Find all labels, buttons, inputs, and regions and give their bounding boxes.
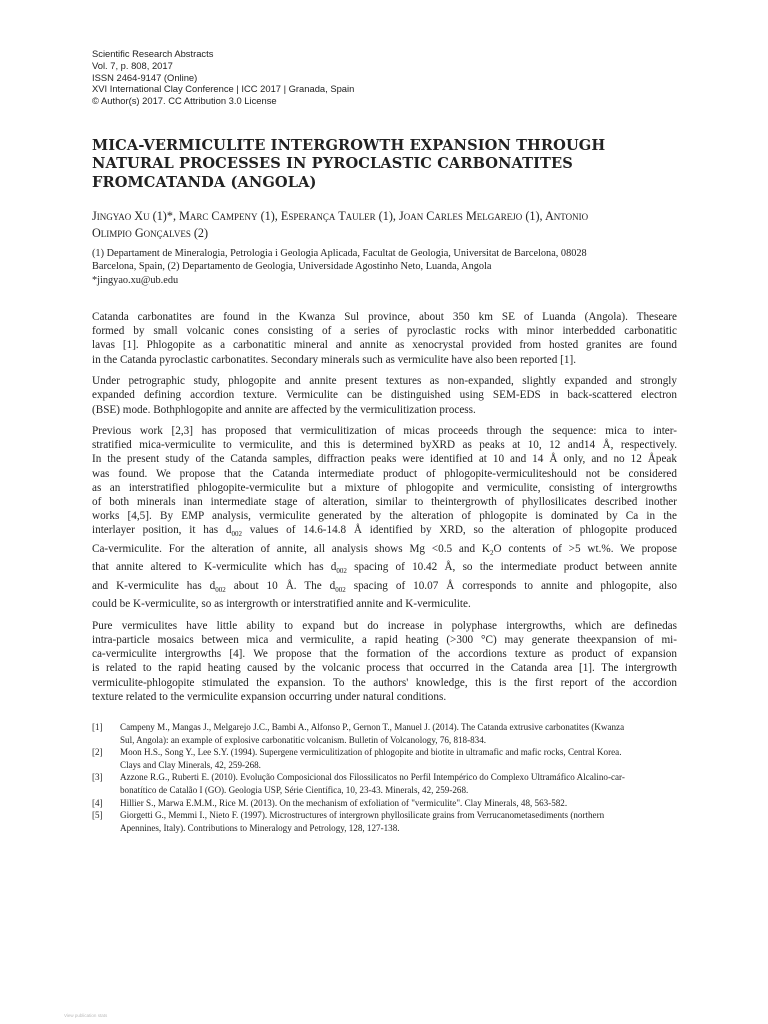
paper-title: [92, 137, 692, 192]
text-line: Catanda carbonatites are found in the Kwanza Sul province, about 350 km SE of Luanda (Angola). Theseare: [92, 311, 677, 323]
reference-item: [92, 746, 677, 771]
affiliation-line: (1) Departament de Mineralogia, Petrologia i Geologia Aplicada, Facultat de Geologia, Universitat de Barcelona, 08028: [92, 248, 587, 259]
view-publication-stats-link[interactable]: View publication stats: [64, 1013, 108, 1018]
title-line: NATURAL PROCESSES IN PYROCLASTIC CARBONATITES: [92, 155, 573, 173]
reference-number: [3]: [92, 772, 103, 783]
abstract-body: [92, 310, 677, 711]
text-line-segment: works [4,5]. By EMP analysis, vermiculite generated by the alteration of phlogopite is dominated by Ca in the: [92, 510, 677, 523]
paragraph-1: [92, 310, 677, 367]
reference-line: Campeny M., Mangas J., Melgarejo J.C., Bambi A., Alfonso P., Gernon T., Manuel J. (2014). The Catanda extrusive carbonatites (Kwanza: [120, 722, 625, 732]
text-line: stratified mica-vermiculite to vermiculite, and this is determined byXRD as peaks at 10, 12 and14 Å, respectively.: [92, 439, 677, 452]
reference-item: [92, 809, 677, 834]
subscript: 002: [335, 585, 346, 594]
affiliation-line: Barcelona, Spain, (2) Departamento de Geologia, Universidade Agostinho Neto, Luanda, Angola: [92, 261, 492, 273]
title-line: MICA-VERMICULITE INTERGROWTH EXPANSION THROUGH: [92, 137, 606, 154]
reference-text: [120, 721, 677, 746]
reference-text: [120, 797, 677, 810]
text-line: vermiculite-phlogopite stimulated the expansion. To the authors' knowledge, this is the first report of the accordion: [92, 676, 677, 689]
header-line: Vol. 7, p. 808, 2017: [92, 59, 173, 71]
text-line: [92, 560, 677, 578]
header-line: XVI International Clay Conference | ICC 2017 | Granada, Spain: [92, 83, 355, 95]
paragraph-3: [92, 424, 677, 611]
reference-line: Giorgetti G., Memmi I., Nieto F. (1997). Microstructures of intergrown phyllosilicate grains from Verrucanometasediments (northern: [120, 810, 605, 821]
text-line: [92, 579, 677, 597]
title-line: FROMCATANDA (ANGOLA): [92, 173, 317, 191]
journal-header: [92, 48, 692, 107]
text-segment: and K-vermiculite has d: [92, 579, 216, 592]
text-line: [92, 523, 677, 541]
reference-number: [2]: [92, 747, 103, 758]
reference-number: [1]: [92, 722, 103, 732]
reference-line: bonatítico de Catalão I (GO). Geologia USP, Série Científica, 10, 23-43. Minerals, 42, 259-268.: [120, 784, 469, 795]
author-email: *jingyao.xu@ub.edu: [92, 274, 179, 286]
text-line: lavas [1]. Phlogopite as a carbonatitic mineral and annite as xenocrystal provided from hosted granites are found: [92, 339, 677, 352]
text-line: is related to the rapid heating caused by the volcanic process that occurred in the Catanda area [1]. The intergrowth: [92, 662, 677, 675]
reference-text: [120, 746, 677, 771]
text-line: expanded defining accordion texture. Vermiculite can be distinguished using SEM-EDS in back-scattered electron: [92, 389, 677, 402]
header-line: ISSN 2464-9147 (Online): [92, 71, 198, 83]
subscript: 2: [490, 549, 494, 558]
text-line: could be K-vermiculite, so as intergrowth or interstratified annite and K-vermiculite.: [92, 598, 471, 611]
reference-line: Sul, Angola): an example of explosive carbonatitic volcanism. Bulletin of Volcanology, 76, 818-834.: [120, 734, 487, 745]
text-line: ca-vermiculite intergrowths [4]. We propose that the formation of the accordions texture as product of expansion: [92, 648, 677, 661]
author-line: Jingyao Xu (1)*, Marc Campeny (1), Esperança Tauler (1), Joan Carles Melgarejo (1), Antonio: [92, 209, 589, 223]
text-line: Pure vermiculites have little ability to expand but do increase in polyphase intergrowths, which are definedas: [92, 619, 677, 632]
text-line: in the Catanda pyroclastic carbonatites. Secondary minerals such as vermiculite have also been reported [1].: [92, 353, 576, 366]
reference-line: Moon H.S., Song Y., Lee S.Y. (1994). Supergene vermiculitization of phlogopite and biotite in ultramafic and mafic rocks, Central Korea.: [120, 747, 622, 758]
text-line: (BSE) mode. Bothphlogopite and annite are affected by the vermiculitization process.: [92, 403, 476, 416]
text-line: Previous work [2,3] has proposed that vermiculitization of micas proceeds through the sequence: mica to inter-: [92, 425, 677, 438]
header-line: Scientific Research Abstracts: [92, 48, 214, 59]
text-segment: Ca-vermiculite. For the alteration of annite, all analysis shows Mg <0.5 and K: [92, 542, 490, 555]
text-segment: O contents of >5 wt.%. We propose: [493, 542, 677, 555]
reference-item: [92, 721, 677, 746]
subscript: 002: [231, 530, 243, 539]
header-line: © Author(s) 2017. CC Attribution 3.0 License: [92, 95, 277, 107]
text-line: [92, 509, 677, 523]
author-line: Olimpio Gonçalves (2): [92, 226, 209, 240]
reference-number: [4]: [92, 797, 103, 808]
text-line: was found. We propose that the Catanda intermediate product of phlogopite-vermiculiteshould not be considered: [92, 467, 677, 480]
affiliations: [92, 247, 682, 287]
text-segment: about 10 Å. The d: [225, 579, 336, 592]
paragraph-2: [92, 374, 677, 417]
reference-item: [92, 797, 677, 810]
text-line: as an interstratified phlogopite-vermiculite but a mixture of phlogopite and vermiculite, consisting of intergrowths: [92, 481, 677, 494]
reference-line: Clays and Clay Minerals, 42, 259-268.: [120, 759, 261, 770]
text-line: texture related to the vermiculite expansion occurring under natural conditions.: [92, 690, 447, 703]
reference-line: Azzone R.G., Ruberti E. (2010). Evolução Composicional dos Filossilicatos no Perfil Intempérico do Complexo Ultramáfico Alcalino-car-: [120, 772, 625, 783]
text-line: of both minerals inan intermediate stage of alteration, similar to theintergrowth of phyllosilicates described inother: [92, 496, 677, 509]
text-line: formed by small volcanic cones consisting of a series of pyroclastic rocks with minor interbedded carbonatitic: [92, 325, 677, 338]
author-list: [92, 208, 682, 242]
paragraph-4: [92, 619, 677, 704]
reference-item: [92, 771, 677, 796]
subscript: 002: [336, 567, 347, 576]
text-segment: interlayer position, it has d: [92, 524, 232, 537]
text-line: Under petrographic study, phlogopite and annite present textures as non-expanded, slightly expanded and strongly: [92, 375, 677, 388]
text-line: [92, 542, 677, 560]
reference-text: [120, 809, 677, 834]
reference-number: [5]: [92, 810, 103, 821]
reference-text: [120, 771, 677, 796]
text-line: intra-particle mosaics between mica and vermiculite, a rapid heating (>300 °C) may generate theexpansion of mi-: [92, 633, 677, 646]
text-segment: spacing of 10.42 Å, so the intermediate product between annite: [346, 561, 677, 574]
text-segment: values of 14.6-14.8 Å identified by XRD, so the alteration of phlogopite produced: [242, 524, 677, 537]
reference-list: [92, 721, 677, 834]
text-segment: spacing of 10.07 Å corresponds to annite and phlogopite, also: [345, 579, 677, 592]
text-line: In the present study of the Catanda samples, diffraction peaks were identified at 10 and 14 Å only, and no 12 Åpeak: [92, 453, 677, 466]
reference-line: Hillier S., Marwa E.M.M., Rice M. (2013). On the mechanism of exfoliation of "vermiculite". Clay Minerals, 48, 563-582.: [120, 797, 568, 808]
text-segment: that annite altered to K-vermiculite which has d: [92, 561, 337, 574]
subscript: 002: [215, 585, 226, 594]
reference-line: Apennines, Italy). Contributions to Mineralogy and Petrology, 128, 127-138.: [120, 822, 400, 833]
